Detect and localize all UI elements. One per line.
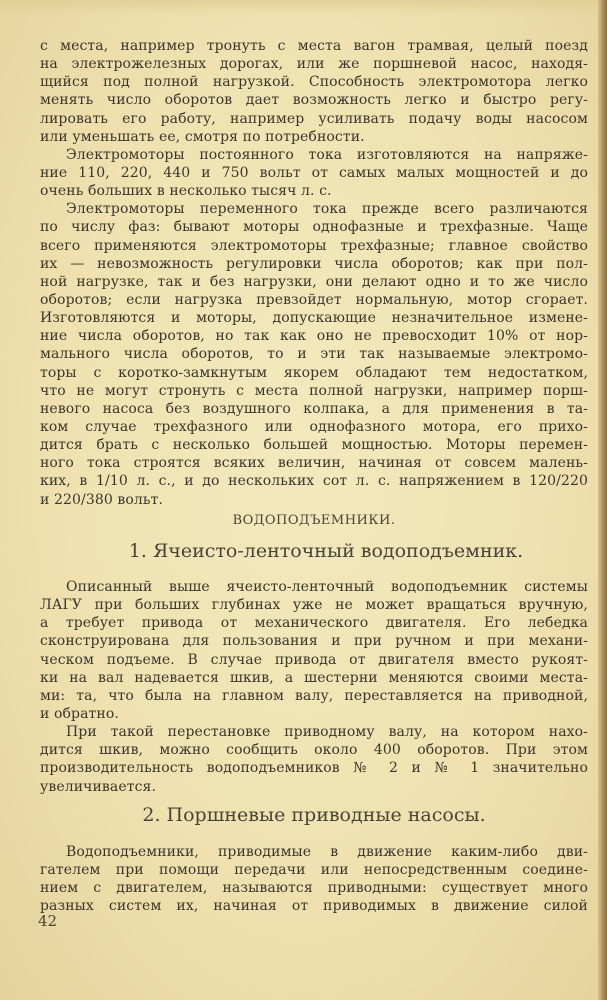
text-line: а требует привода от механического двигателя. Его лебедка — [40, 615, 588, 632]
text-line: дится брать с несколько большей мощностью. Моторы перемен- — [40, 437, 588, 454]
text-line: и обратно. — [40, 705, 119, 722]
text-line: сконструирована для пользования и при ручном и при механи- — [40, 633, 588, 650]
text-line: ки на вал надевается шкив, а шестерни меняются своими места- — [40, 669, 588, 686]
text-line: Водоподъемники, приводимые в движение каким-либо дви- — [66, 844, 588, 860]
page-number: 42 — [38, 912, 58, 930]
text-line: оборотов; если нагрузка превзойдет нормальную, мотор сгорает. — [40, 291, 588, 308]
text-line: дится шкив, можно сообщить около 400 оборотов. При этом — [40, 742, 588, 759]
section-heading: ВОДОПОДЪЕМНИКИ. — [232, 513, 396, 528]
text-line: или уменьшать ее, смотря по потребности. — [40, 128, 365, 145]
text-block-electromotors — [40, 37, 588, 509]
text-line: лировать его работу, например усиливать подачу воды насосом — [40, 110, 588, 127]
text-line: очень больших в несколько тысяч л. с. — [40, 183, 332, 200]
paragraph — [40, 723, 588, 796]
paragraph — [40, 843, 588, 916]
text-line: с места, например тронуть с места вагон трамвая, целый поезд — [40, 38, 588, 54]
text-line: Электромоторы переменного тока прежде всего различаются — [66, 201, 588, 218]
text-line: ми: та, что была на главном валу, переставляется на приводной, — [40, 687, 588, 704]
text-line: разных систем их, начиная от приводимых в движение силой — [40, 898, 588, 915]
text-line: на электрожелезных дорогах, или же поршневой насос, находя- — [40, 56, 588, 73]
paragraph — [40, 37, 588, 146]
subsection-heading-1: 1. Ячеисто-ленточный водоподъемник. — [128, 540, 524, 562]
text-line: невого насоса без воздушного колпака, а для применения в та- — [40, 400, 588, 417]
text-line: ком случае трехфазного или однофазного мотора, его прихо- — [40, 418, 588, 435]
text-block-piston-pumps — [40, 843, 588, 916]
text-line: ние числа оборотов, но так как оно не превосходит 10% от нор- — [40, 328, 588, 345]
text-line: торы с коротко-замкнутым якорем обладают тем недостатком, — [40, 364, 588, 381]
text-line: ЛАГУ при больших глубинах уже не может вращаться вручную, — [40, 597, 588, 614]
text-line: их — невозможность регулировки числа оборотов; как при пол- — [40, 255, 588, 272]
text-line: гателем при помощи передачи или непосредственным соедине- — [40, 862, 588, 879]
text-line: Описанный выше ячеисто-ленточный водоподъемник системы — [66, 579, 588, 595]
text-line: нием с двигателем, называются приводными: существует много — [40, 880, 588, 897]
paragraph — [40, 578, 588, 723]
text-block-cell-belt-lifter — [40, 578, 588, 796]
text-line: ческом подъеме. В случае привода от двигателя вместо рукоят- — [40, 651, 588, 668]
subsection-heading-2: 2. Поршневые приводные насосы. — [142, 804, 486, 826]
text-line: Электромоторы постоянного тока изготовляются на напряже- — [66, 146, 588, 163]
text-line: производительность водоподъемников № 2 и № 1 значительно — [40, 760, 588, 777]
text-line: ких, в 1/10 л. с., и до нескольких сот л. с. напряжением в 120/220 — [40, 473, 588, 490]
text-line: увеличивается. — [40, 778, 156, 795]
text-line: по числу фаз: бывают моторы однофазные и трехфазные. Чаще — [40, 219, 588, 236]
page-right-edge — [598, 0, 607, 1000]
paragraph — [40, 200, 588, 508]
text-line: ние 110, 220, 440 и 750 вольт от самых малых мощностей и до — [40, 164, 588, 181]
text-line: При такой перестановке приводному валу, на котором нахо- — [66, 724, 588, 741]
text-line: что не могут стронуть с места полной нагрузки, например порш- — [40, 382, 588, 399]
text-line: ного тока строятся всяких величин, начиная от совсем малень- — [40, 455, 588, 472]
text-line: и 220/380 вольт. — [40, 491, 164, 508]
text-line: ной нагрузке, так и без нагрузки, они делают одно и то же число — [40, 273, 588, 290]
text-line: всего применяются электромоторы трехфазные; главное свойство — [40, 237, 588, 254]
text-line: Изготовляются и моторы, допускающие незначительное измене- — [40, 310, 588, 327]
paragraph — [40, 146, 588, 200]
text-line: менять число оборотов дает возможность легко и быстро регу- — [40, 92, 588, 109]
text-line: мального числа оборотов, то и эти так называемые электромо- — [40, 346, 588, 363]
page-top-shadow — [0, 0, 607, 14]
text-line: щийся под полной нагрузкой. Способность электромотора легко — [40, 74, 588, 91]
